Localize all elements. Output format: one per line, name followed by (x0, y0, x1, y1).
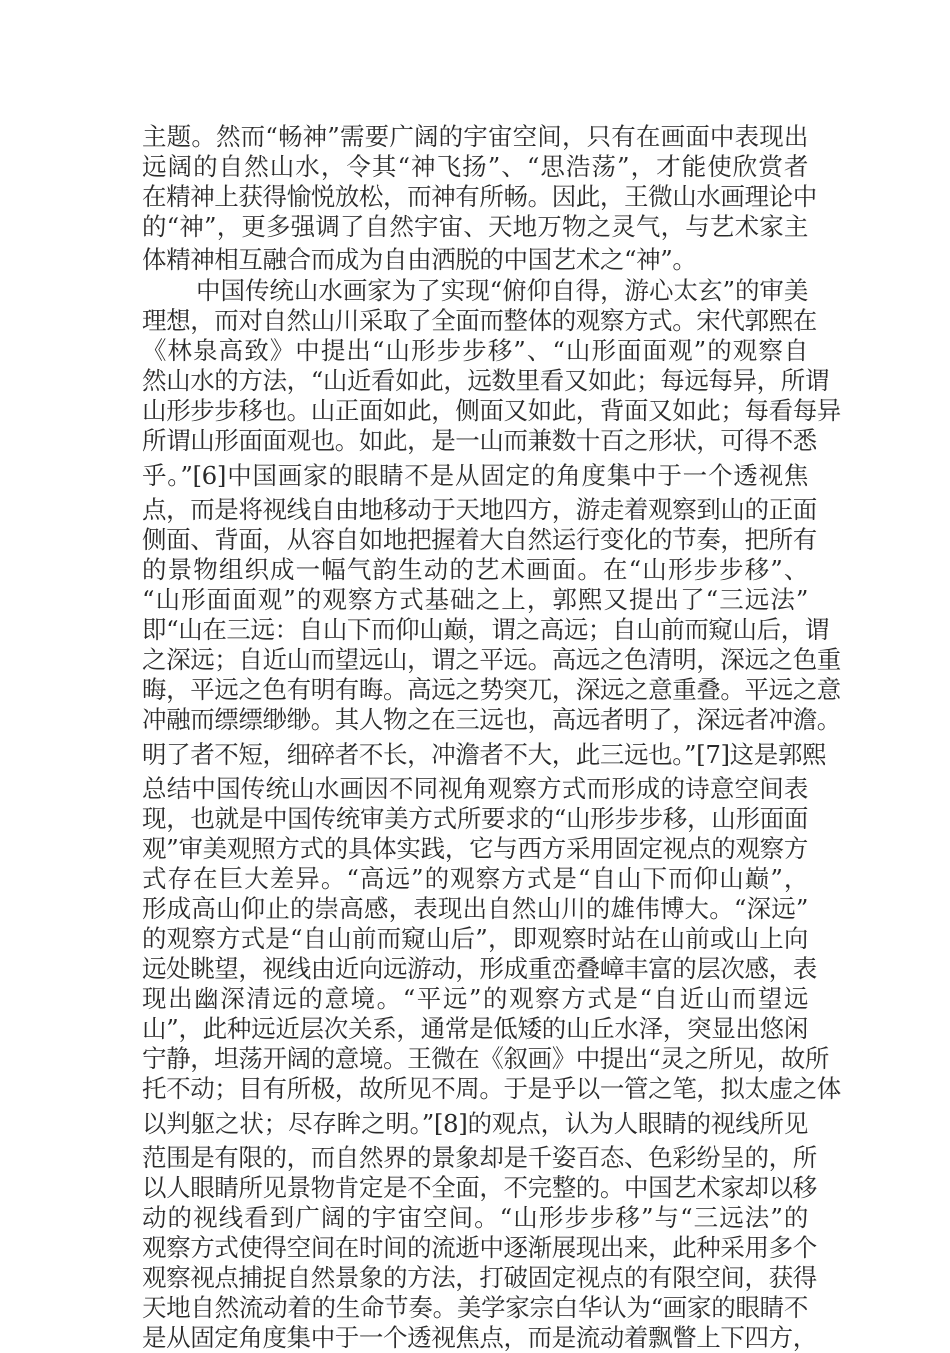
text-line: 观察方式使得空间在时间的流逝中逐渐展现出来，此种采用多个 (142, 1233, 817, 1262)
text-line: 以人眼睛所见景物肯定是不全面，不完整的。中国艺术家却以移 (142, 1173, 817, 1202)
text-line: 式存在巨大差异。“高远”的观察方式是“自山下而仰山巅”， (142, 864, 808, 893)
text-line: 现出幽深清远的意境。“平远”的观察方式是“自近山而望远 (142, 984, 808, 1013)
text-line: 形成高山仰止的崇高感，表现出自然山川的雄伟博大。“深远” (142, 894, 808, 923)
text-line: 现，也就是中国传统审美方式所要求的“山形步步移，山形面面 (142, 804, 808, 833)
text-line: 理想，而对自然山川采取了全面而整体的观察方式。宋代郭熙在 (142, 306, 817, 335)
text-line: 的“神”，更多强调了自然宇宙、天地万物之灵气，与艺术家主 (142, 212, 808, 241)
text-line: 山”，此种远近层次关系，通常是低矮的山丘水泽，突显出悠闲 (142, 1014, 808, 1043)
text-line: 山形步步移也。山正面如此，侧面又如此，背面又如此；每看每异 (142, 396, 841, 425)
text-line: 乎。”[6]中国画家的眼睛不是从固定的角度集中于一个透视焦 (142, 461, 808, 490)
text-line: 范围是有限的，而自然界的景象却是千姿百态、色彩纷呈的，所 (142, 1143, 817, 1172)
text-line: 宁静，坦荡开阔的意境。王微在《叙画》中提出“灵之所见，故所 (142, 1044, 829, 1073)
text-line: 托不动；目有所极，故所见不周。于是乎以一管之笔，拟太虚之体 (142, 1074, 841, 1103)
text-line: 远阔的自然山水，令其“神飞扬”、“思浩荡”，才能使欣赏者 (142, 152, 808, 181)
text-line: 侧面、背面，从容自如地把握着大自然运行变化的节奏，把所有 (142, 525, 817, 554)
text-line: 之深远；自近山而望远山，谓之平远。高远之色清明，深远之色重 (142, 645, 841, 674)
text-line: 然山水的方法，“山近看如此，远数里看又如此；每远每异，所谓 (142, 366, 829, 395)
text-line: 冲融而缥缥缈缈。其人物之在三远也，高远者明了，深远者冲澹。 (142, 705, 841, 734)
text-line: 以判躯之状；尽存眸之明。”[8]的观点，认为人眼睛的视线所见 (142, 1109, 808, 1138)
text-line: 总结中国传统山水画因不同视角观察方式而形成的诗意空间表 (142, 774, 808, 803)
text-line: 明了者不短，细碎者不长，冲澹者不大，此三远也。”[7]这是郭熙 (142, 740, 827, 769)
text-line: 是从固定角度集中于一个透视焦点，而是流动着飘瞥上下四方， (142, 1323, 817, 1352)
text-line: 晦，平远之色有明有晦。高远之势突兀，深远之意重叠。平远之意 (142, 675, 841, 704)
text-line: 观察视点捕捉自然景象的方法，打破固定视点的有限空间，获得 (142, 1263, 817, 1292)
text-line: 观”审美观照方式的具体实践，它与西方采用固定视点的观察方 (142, 834, 808, 863)
text-line: 主题。然而“畅神”需要广阔的宇宙空间，只有在画面中表现出 (142, 122, 808, 151)
text-line: 天地自然流动着的生命节奏。美学家宗白华认为“画家的眼睛不 (142, 1293, 808, 1322)
text-line: 《林泉高致》中提出“山形步步移”、“山形面面观”的观察自 (142, 336, 808, 365)
text-line: 动的视线看到广阔的宇宙空间。“山形步步移”与“三远法”的 (142, 1203, 808, 1232)
text-line: 在精神上获得愉悦放松，而神有所畅。因此，王微山水画理论中 (142, 182, 817, 211)
text-line: “山形面面观”的观察方式基础之上，郭熙又提出了“三远法” (142, 585, 808, 614)
text-line: 远处眺望，视线由近向远游动，形成重峦叠嶂丰富的层次感，表 (142, 954, 817, 983)
paragraph-start-line: 中国传统山水画家为了实现“俯仰自得，游心太玄”的审美 (196, 276, 808, 305)
text-line: 所谓山形面面观也。如此，是一山而兼数十百之形状，可得不悉 (142, 426, 817, 455)
text-line: 点，而是将视线自由地移动于天地四方，游走着观察到山的正面 (142, 495, 817, 524)
text-line: 即“山在三远：自山下而仰山巅，谓之高远；自山前而窥山后，谓 (142, 615, 829, 644)
text-line: 体精神相互融合而成为自由洒脱的中国艺术之“神”。 (142, 245, 697, 274)
text-line: 的观察方式是“自山前而窥山后”，即观察时站在山前或山上向 (142, 924, 808, 953)
text-line: 的景物组织成一幅气韵生动的艺术画面。在“山形步步移”、 (142, 555, 808, 584)
